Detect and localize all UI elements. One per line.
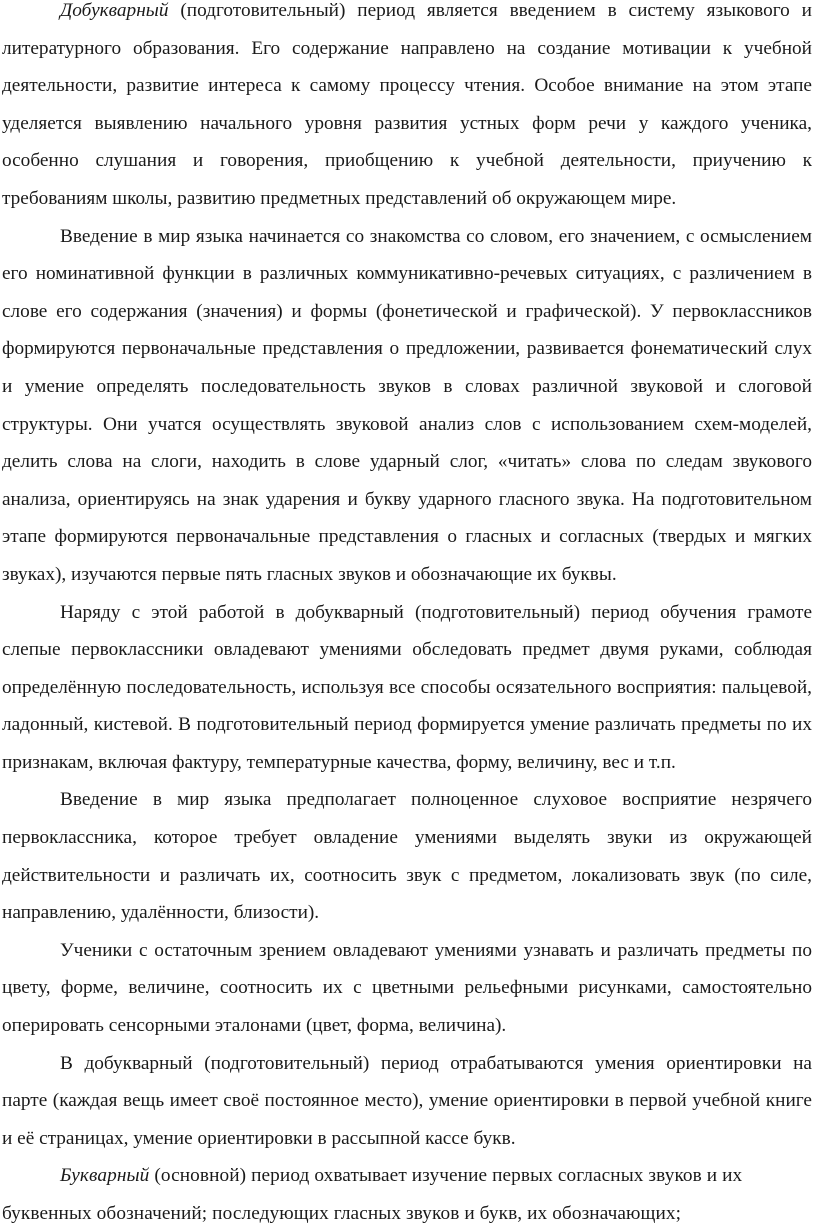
paragraph-4: Введение в мир языка предполагает полноценное слуховое восприятие незрячего первоклассника, которое требует овладение умениями выделять звуки из окружающей действительности и различать их, соотносить звук с предметом, локализовать звук (по силе, направлению, удалённости, близости). xyxy=(2,789,812,924)
paragraph-7-text: (основной) период охватывает изучение первых согласных звуков и их буквенных обозначений; последующих гласных звуков и букв, их обозначающих; xyxy=(2,1165,743,1224)
paragraph-1-text: (подготовительный) период является введением в систему языкового и литературного образования. Его содержание направлено на создание мотивации к учебной деятельности, развитие интереса к самому процессу чтения. Особое внимание на этом этапе уделяется выявлению начального уровня развития устных форм речи у каждого ученика, особенно слушания и говорения, приобщению к учебной деятельности, приучению к требованиям школы, развитию предметных представлений об окружающем мире. xyxy=(2,0,812,209)
paragraph-3: Наряду с этой работой в добукварный (подготовительный) период обучения грамоте слепые первоклассники овладевают умениями обследовать предмет двумя руками, соблюдая определённую последовательность, используя все способы осязательного восприятия: пальцевой, ладонный, кистевой. В подготовительный период формируется умение различать предметы по их признакам, включая фактуру, температурные качества, форму, величину, вес и т.п. xyxy=(2,601,812,773)
term-dobukvarny: Добукварный xyxy=(60,0,169,21)
term-bukvarny: Букварный xyxy=(60,1165,150,1187)
paragraph-1 xyxy=(0,0,816,218)
paragraph-5: Ученики с остаточным зрением овладевают умениями узнавать и различать предметы по цвету, форме, величине, соотносить их с цветными рельефными рисунками, самостоятельно оперировать сенсорными эталонами (цвет, форма, величина). xyxy=(2,939,812,1037)
paragraph-2: Введение в мир языка начинается со знакомства со словом, его значением, с осмыслением его номинативной функции в различных коммуникативно-речевых ситуациях, с различением в слове его содержания (значения) и формы (фонетической и графической). У первоклассников формируются первоначальные представления о предложении, развивается фонематический слух и умение определять последовательность звуков в словах различной звуковой и слоговой структуры. Они учатся осуществлять звуковой анализ слов с использованием схем-моделей, делить слова на слоги, находить в слове ударный слог, «читать» слова по следам звукового анализа, ориентируясь на знак ударения и букву ударного гласного звука. На подготовительном этапе формируются первоначальные представления о гласных и согласных (твердых и мягких звуках), изучаются первые пять гласных звуков и обозначающие их буквы. xyxy=(2,225,812,585)
paragraph-6: В добукварный (подготовительный) период отрабатываются умения ориентировки на парте (каждая вещь имеет своё постоянное место), умение ориентировки в первой учебной книге и её страницах, умение ориентировки в рассыпной кассе букв. xyxy=(2,1052,812,1149)
paragraph-7 xyxy=(0,1157,816,1232)
